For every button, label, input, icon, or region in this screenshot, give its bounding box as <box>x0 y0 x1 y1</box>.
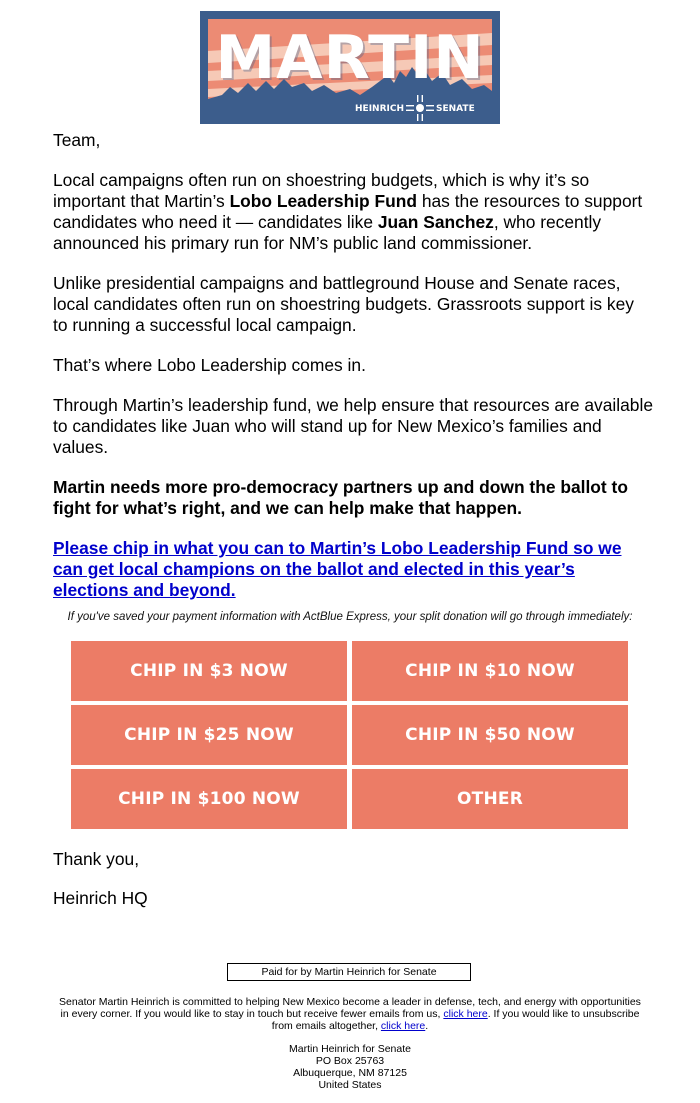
signoff <box>53 849 148 927</box>
email-body <box>53 130 653 620</box>
candidate-name: Juan Sanchez <box>377 212 494 232</box>
chip-in-10-button[interactable]: CHIP IN $10 NOW <box>352 641 628 701</box>
intro-text-2: has the resources to support candidates who need it — candidates like <box>53 191 643 232</box>
chip-in-3-button[interactable]: CHIP IN $3 NOW <box>71 641 347 701</box>
fewer-emails-link[interactable]: click here <box>443 1008 488 1020</box>
paragraph-intro <box>53 170 653 254</box>
campaign-logo <box>200 11 500 124</box>
signature: Heinrich HQ <box>53 888 148 908</box>
disclaimer-text-3: . <box>425 1020 429 1032</box>
logo-first-name: HEINRICH <box>355 104 404 114</box>
unsubscribe-link[interactable]: click here <box>380 1020 426 1032</box>
paragraph-lobo: That’s where Lobo Leadership comes in. <box>53 355 366 375</box>
footer-disclaimer <box>55 996 645 1032</box>
mailing-address <box>200 1043 500 1091</box>
greeting: Team, <box>53 130 101 150</box>
paid-for-box: Paid for by Martin Heinrich for Senate <box>227 963 471 981</box>
address-line: Martin Heinrich for Senate <box>289 1043 411 1055</box>
chip-in-50-button[interactable]: CHIP IN $50 NOW <box>352 705 628 765</box>
chip-in-other-button[interactable]: OTHER <box>352 769 628 829</box>
disclaimer-text-1: Senator Martin Heinrich is committed to helping New Mexico become a leader in defense, tech, and energy with opportunities in every corner. If you would like to stay in touch but receive fewer emails from us, <box>59 996 641 1020</box>
logo-office: SENATE <box>436 104 475 114</box>
address-line: United States <box>318 1079 382 1091</box>
address-line: Albuquerque, NM 87125 <box>293 1067 407 1079</box>
paragraph-grassroots: Unlike presidential campaigns and battleground House and Senate races, local candidates often run on shoestring budgets. Grassroots support is key to running a successful local campaign. <box>53 273 634 335</box>
actblue-express-note: If you've saved your payment information with ActBlue Express, your split donation will go through immediately: <box>67 611 633 623</box>
chip-in-25-button[interactable]: CHIP IN $25 NOW <box>71 705 347 765</box>
address-line: PO Box 25763 <box>315 1055 385 1067</box>
thanks-text: Thank you, <box>53 849 140 869</box>
donate-cta-link[interactable]: Please chip in what you can to Martin’s Lobo Leadership Fund so we can get local champions on the ballot and elected in this year’s elections and beyond. <box>53 538 622 600</box>
logo-wordmark: MARTIN <box>215 23 485 93</box>
fund-name: Lobo Leadership Fund <box>229 191 417 211</box>
chip-in-100-button[interactable]: CHIP IN $100 NOW <box>71 769 347 829</box>
disclaimer-text-2: . If you would like to unsubscribe from emails altogether, <box>271 1008 640 1032</box>
paragraph-fund: Through Martin’s leadership fund, we help ensure that resources are available to candidates like Juan who will stand up for New Mexico’s families and values. <box>53 395 654 457</box>
intro-text-1: Local campaigns often run on shoestring budgets, which is why it’s so important that Martin’s <box>53 170 590 211</box>
intro-text-3: , who recently announced his primary run for NM’s public land commissioner. <box>53 212 602 253</box>
paragraph-appeal: Martin needs more pro-democracy partners up and down the ballot to fight for what’s right, and we can help make that happen. <box>53 477 628 518</box>
